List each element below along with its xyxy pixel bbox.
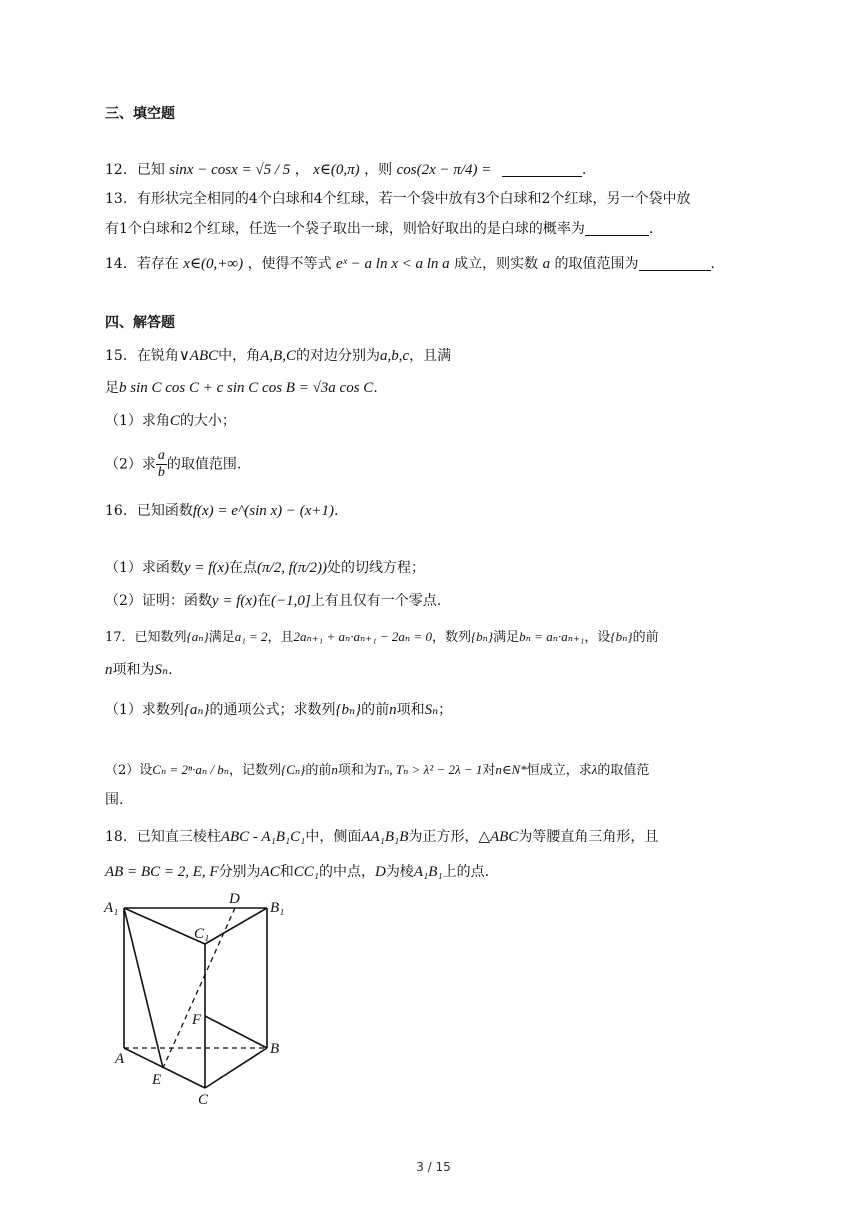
q17-math-Cn: Cₙ = 2ⁿ·aₙ / bₙ [152, 762, 229, 777]
q18-l2b: 和 [279, 864, 294, 880]
q17-p1b: 的通项公式；求数列 [209, 702, 336, 718]
q12-math-domain: x∈(0,π) [313, 162, 360, 178]
q17-p1e: ； [438, 702, 453, 718]
q12-sep2: ，则 [364, 162, 393, 178]
q17-math-Tn: Tₙ, Tₙ > λ² − 2λ − 1 [376, 762, 483, 777]
q18-l1b: 中，侧面 [305, 829, 362, 845]
q17-p2b: ，记数列 [229, 763, 282, 778]
q14-mid: ，使得不等式 [247, 256, 332, 272]
q16-p1b: 在点 [229, 560, 258, 576]
q14-math-a: a [542, 256, 551, 272]
q17-p1d: 项和 [396, 702, 425, 718]
q17-p2f: 恒成立，求 [526, 763, 592, 778]
q15-math-sides: a,b,c [379, 348, 410, 364]
q17-math-n3: n [331, 762, 338, 777]
q18-math-triangle: △ABC [478, 829, 519, 845]
q17-math-n2: n [389, 702, 397, 718]
q13-end: . [648, 221, 654, 237]
q17-l1b: 满足 [208, 630, 235, 645]
q17-p1a: （1）求数列 [105, 702, 184, 718]
q16-l1b: . [334, 503, 339, 519]
q15-p1b: 的大小； [179, 413, 236, 429]
q16-math-interval: (−1,0] [271, 593, 311, 609]
q18-l2a: 分别为 [218, 864, 261, 880]
q18-l1d: 为等腰直角三角形，且 [518, 829, 659, 845]
q17-math-bn3: {bₙ} [335, 702, 362, 718]
q17-p2a: （2）设 [105, 763, 153, 778]
q18-math-lengths: AB = BC = 2, E, F [105, 864, 219, 880]
q17-p2g: 的取值范 [597, 763, 650, 778]
q17-l2b: . [168, 662, 173, 678]
label-A: A [115, 1051, 125, 1067]
q17-math-Sn: Sₙ [154, 662, 169, 678]
q17-l1e: 满足 [493, 630, 520, 645]
q17-math-Cn-seq: {Cₙ} [281, 762, 306, 777]
q17-math-bn2: {bₙ} [610, 629, 633, 644]
q14-mid2: 成立，则实数 [454, 256, 539, 272]
q16-math-function: f(x) = e^(sin x) − (x+1) [192, 503, 335, 519]
q15-math-angles: A,B,C [260, 348, 296, 364]
q15-l1d: ，且满 [409, 348, 452, 364]
q18-math-prism: ABC - A₁B₁C₁ [220, 829, 306, 845]
q18-l2c: 的中点， [318, 864, 375, 880]
q17-math-a1: a₁ = 2 [234, 629, 268, 644]
q15-frac-num: a [157, 448, 165, 463]
q16-math-y: y = f(x) [183, 560, 230, 576]
q15-math-triangle: ∨ABC [178, 348, 219, 364]
q17-math-lambda: λ [591, 762, 598, 777]
q15-math-condition: b sin C cos C + c sin C cos B = √3a cos C [119, 380, 374, 396]
q16-p2b: 在 [257, 593, 272, 609]
q16-p1c: 处的切线方程； [327, 560, 426, 576]
q15-l1b: 中，角 [218, 348, 261, 364]
q17-p2d: 项和为 [337, 763, 377, 778]
edge-C1B1 [205, 908, 267, 944]
edge-CB [205, 1048, 267, 1088]
q14-end: . [710, 256, 715, 272]
q17-math-bn: {bₙ} [470, 629, 494, 644]
q13-line1: 13．有形状完全相同的4个白球和4个红球，若一个袋中放有3个白球和2个红球，另一个袋中放 [105, 191, 691, 207]
q17-math-an2: {aₙ} [183, 702, 210, 718]
label-E: E [152, 1072, 162, 1088]
label-C1: C₁ [194, 926, 210, 942]
q17-l2a: 项和为 [112, 662, 155, 678]
q15-p2b: 的取值范围. [166, 456, 242, 473]
q15-l1a: 15．在锐角 [105, 348, 179, 364]
q12-sep1: ， [294, 162, 309, 178]
q12-math-cos-expr: cos(2x − π/4) = [396, 162, 492, 178]
q15-math-C: C [169, 413, 180, 429]
q17-l1d: ，数列 [431, 630, 471, 645]
q17-l1g: 的前 [632, 630, 659, 645]
q15-l2b: . [373, 380, 378, 396]
q18-l2d: 为棱 [385, 864, 414, 880]
q15-p2a: （2）求 [105, 456, 156, 473]
q15-p1a: （1）求角 [105, 413, 170, 429]
q16-math-y2: y = f(x) [211, 593, 258, 609]
label-B1: B₁ [270, 900, 285, 916]
segment-FB [205, 1016, 267, 1048]
q17-math-recurrence: 2aₙ₊₁ + aₙ·aₙ₊₁ − 2aₙ = 0 [293, 629, 432, 644]
q12-prefix: 12．已知 [105, 162, 165, 178]
q12-math-sin-cos: sinx − cosx = √5 / 5 [169, 162, 291, 178]
q17-l1f: ，设 [584, 630, 611, 645]
q16-math-point: (π/2, f(π/2)) [257, 560, 328, 576]
edge-A1C1 [124, 908, 205, 944]
q18-l1a: 18．已知直三棱柱 [105, 829, 221, 845]
q18-math-D: D [374, 864, 386, 880]
label-A1: A₁ [104, 900, 119, 916]
q16-l1a: 16．已知函数 [105, 503, 193, 519]
q18-math-face: AA₁B₁B [361, 829, 409, 845]
edge-AC [124, 1048, 205, 1088]
q18-math-AC: AC [260, 864, 280, 880]
q15-frac-den: b [157, 465, 165, 480]
q17-l1a: 17．已知数列 [105, 630, 187, 645]
q18-math-A1B1: A₁B₁ [413, 864, 443, 880]
section-fill-heading: 三、填空题 [105, 106, 175, 122]
q17-l1c: ，且 [267, 630, 294, 645]
q14-math-domain: x∈(0,+∞) [183, 256, 244, 272]
q18-l2e: 上的点. [442, 864, 490, 880]
q12-end: . [581, 162, 587, 178]
label-B: B [270, 1041, 280, 1057]
section-solve-heading: 四、解答题 [105, 315, 175, 331]
q17-math-an: {aₙ} [186, 629, 209, 644]
label-F: F [192, 1012, 202, 1028]
q16-p1a: （1）求函数 [105, 560, 184, 576]
segment-A1E [124, 908, 163, 1068]
q14-math-inequality: eˣ − a ln x < a ln a [336, 256, 450, 272]
label-C: C [198, 1092, 209, 1108]
q17-p2e: 对 [482, 763, 496, 778]
q16-p2c: 上有且仅有一个零点. [310, 593, 442, 609]
q15-l2a: 足 [105, 380, 119, 396]
page-number: 3 / 15 [416, 1160, 451, 1174]
label-D: D [229, 891, 240, 907]
q13-line2-text: 有1个白球和2个红球，任选一个袋子取出一球，则恰好取出的是白球的概率为 [105, 221, 585, 237]
q18-math-CC1: CC₁ [293, 864, 319, 880]
q17-p2c: 的前 [305, 763, 332, 778]
q16-p2a: （2）证明：函数 [105, 593, 212, 609]
q17-math-n: n [105, 662, 113, 678]
q14-prefix: 14．若存在 [105, 256, 179, 272]
q18-l1c: 为正方形， [408, 829, 479, 845]
q15-l1c: 的对边分别为 [295, 348, 380, 364]
q17-math-bn-def: bₙ = aₙ·aₙ₊₁ [519, 629, 585, 644]
q17-line3: 围. [105, 792, 124, 808]
q14-mid3: 的取值范围为 [554, 256, 639, 272]
q17-p1c: 的前 [361, 702, 390, 718]
q17-math-Sn2: Sₙ [424, 702, 439, 718]
q17-math-nN: n∈N* [495, 762, 527, 777]
